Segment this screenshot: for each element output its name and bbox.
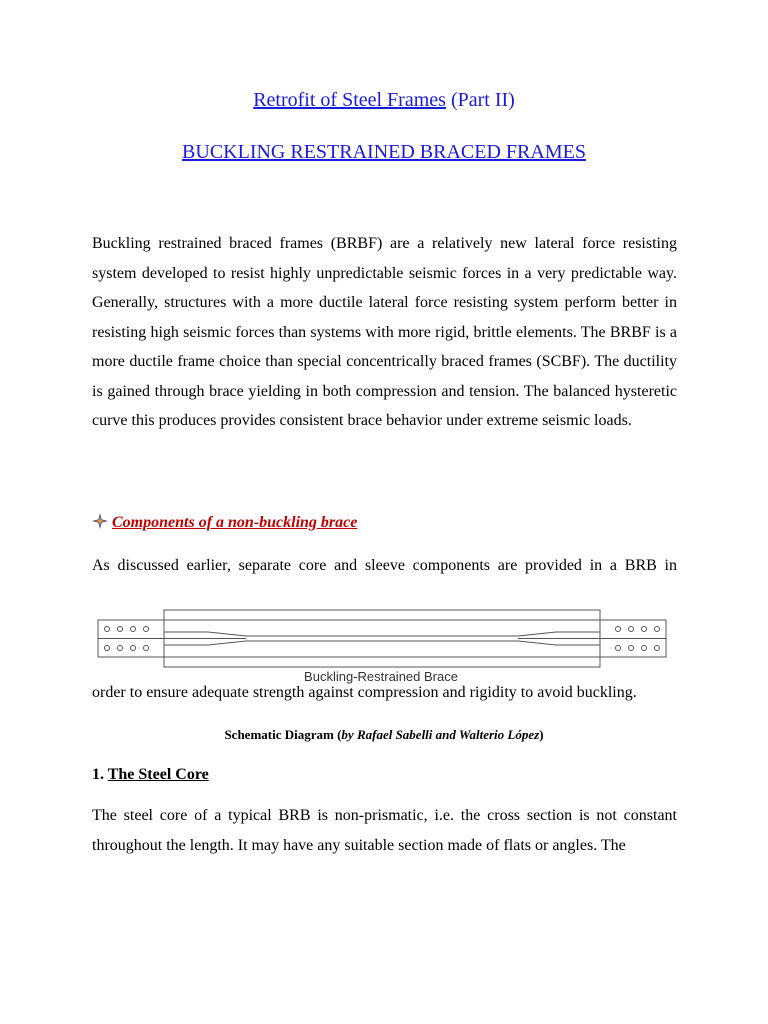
- bolt-hole: [616, 627, 621, 632]
- bolt-hole: [629, 646, 634, 651]
- section-1-number: 1.: [92, 766, 104, 783]
- components-line-1: As discussed earlier, separate core and sleeve components are provided in a BRB in: [92, 557, 677, 574]
- section-1-title: The Steel Core: [107, 766, 209, 783]
- brace-schematic-diagram: [96, 607, 668, 687]
- bolt-hole: [105, 627, 110, 632]
- diagram-caption: [0, 727, 768, 743]
- bolt-hole: [144, 646, 149, 651]
- components-line-2: order to ensure adequate strength against compression and rigidity to avoid buckling.: [92, 684, 637, 701]
- bolt-hole: [642, 646, 647, 651]
- document-subtitle-link[interactable]: BUCKLING RESTRAINED BRACED FRAMES: [182, 141, 586, 163]
- bolt-hole: [655, 646, 660, 651]
- four-point-star-bullet-icon: [92, 513, 108, 529]
- bolt-hole: [642, 627, 647, 632]
- section-1-heading: [92, 766, 209, 784]
- caption-suffix: ): [539, 727, 544, 742]
- document-title: [0, 89, 768, 112]
- bolt-hole: [118, 646, 123, 651]
- caption-authors: by Rafael Sabelli and Walterio López: [341, 727, 540, 742]
- bolt-hole: [655, 627, 660, 632]
- bolt-hole: [118, 627, 123, 632]
- section-1-paragraph: The steel core of a typical BRB is non-prismatic, i.e. the cross section is not constant throughout the length. It may have any suitable section made of flats or angles. The: [92, 807, 677, 854]
- bolt-hole: [144, 627, 149, 632]
- bolt-hole: [131, 627, 136, 632]
- diagram-label: Buckling-Restrained Brace: [304, 669, 458, 684]
- bolt-hole: [105, 646, 110, 651]
- core-yield-segment: [246, 636, 518, 641]
- bolt-hole: [629, 627, 634, 632]
- document-title-suffix: (Part II): [450, 89, 515, 111]
- caption-prefix: Schematic Diagram (: [224, 727, 342, 742]
- document-subtitle: [0, 141, 768, 164]
- intro-paragraph: Buckling restrained braced frames (BRBF) are a relatively new lateral force resisting system developed to resist highly unpredictable seismic forces in a very predictable way. Generally, structures with a more ductile lateral force resisting system perform better in resisting high seismic forces than systems with more rigid, brittle elements. The BRBF is a more ductile frame choice than special concentrically braced frames (SCBF). The ductility is gained through brace yielding in both compression and tension. The balanced hysteretic curve this produces provides consistent brace behavior under extreme seismic loads.: [92, 235, 677, 429]
- components-heading-text: Components of a non-buckling brace: [112, 514, 358, 531]
- bolt-hole: [616, 646, 621, 651]
- bolt-hole: [131, 646, 136, 651]
- components-heading: [92, 513, 357, 532]
- document-title-link[interactable]: Retrofit of Steel Frames: [253, 89, 446, 111]
